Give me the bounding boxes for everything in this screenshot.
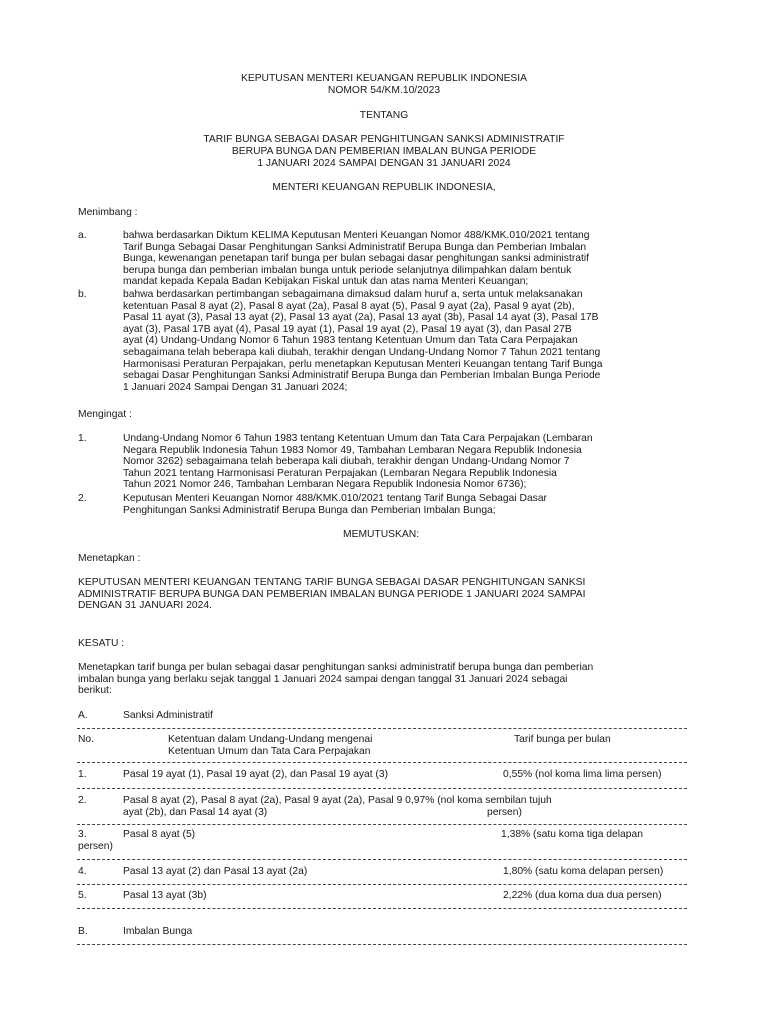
table-row-ketentuan: Pasal 8 ayat (5) [123,829,196,840]
table-row-tarif: 1,80% (satu koma delapan persen) [503,866,664,877]
table-row-tarif: 0,55% (nol koma lima lima persen) [503,769,662,780]
table-divider [77,728,687,729]
table-row-ketentuan-cont: ayat (2b), dan Pasal 14 ayat (3) [123,807,268,818]
mengingat-marker-2: 2. [78,493,87,504]
table-row-tarif: 1,38% (satu koma tiga delapan [501,829,643,840]
menetapkan-text: KEPUTUSAN MENTERI KEUANGAN TENTANG TARIF BUNGA SEBAGAI DASAR PENGHITUNGAN SANKSI ADMINISTRATIF BERUPA BUNGA DAN PEMBERIAN IMBALAN BUNGA PERIODE 1 JANUARI 2024 SAMPAI DENGAN 31 JANUARI 2024. [78,577,586,612]
menimbang-marker-a: a. [78,230,87,241]
table-row-tarif-cont: persen) [78,841,113,852]
table-row-ketentuan: Pasal 19 ayat (1), Pasal 19 ayat (2), dan Pasal 19 ayat (3) [123,769,389,780]
table-divider [77,824,687,825]
decree-number: NOMOR 54/KM.10/2023 [327,85,441,96]
table-row-no: 5. [78,890,87,901]
table-divider [77,788,687,789]
menimbang-marker-b: b. [78,289,87,300]
table-divider [77,884,687,885]
table-divider [77,908,687,909]
table-row-no: 2. [78,795,87,806]
table-header-tarif: Tarif bunga per bulan [514,734,611,745]
kesatu-label: KESATU : [78,638,125,649]
kesatu-text: Menetapkan tarif bunga per bulan sebagai dasar penghitungan sanksi administratif berupa bunga dan pemberian imbalan bunga yang berlaku sejak tanggal 1 Januari 2024 sampai dengan tanggal 31 Januari 2024 sebagai berikut: [78,662,594,697]
mengingat-item-1: Undang-Undang Nomor 6 Tahun 1983 tentang Ketentuan Umum dan Tata Cara Perpajakan (Lembaran Negara Republik Indonesia Tahun 1983 Nomor 49, Tambahan Lembaran Negara Republik Indonesia Nomor 3262) sebagaimana telah beberapa kali diubah, terakhir dengan Undang-Undang Nomor 7 Tahun 2021 tentang Harmonisasi Peraturan Perpajakan (Lembaran Negara Republik Indonesia Tahun 2021 Nomor 246, Tambahan Lembaran Negara Republik Indonesia Nomor 6736); [123,433,593,491]
section-a-title: Sanksi Administratif [123,710,213,721]
mengingat-marker-1: 1. [78,433,87,444]
table-divider [77,859,687,860]
subject-line-3: 1 JANUARI 2024 SAMPAI DENGAN 31 JANUARI 2024 [257,158,511,169]
table-row-ketentuan: Pasal 13 ayat (2) dan Pasal 13 ayat (2a) [123,866,308,877]
table-divider [77,762,687,763]
section-b-marker: B. [78,926,88,937]
table-row-tarif: 2,22% (dua koma dua dua persen) [503,890,662,901]
subject-line-2: BERUPA BUNGA DAN PEMBERIAN IMBALAN BUNGA PERIODE [231,146,537,157]
mengingat-label: Mengingat : [78,409,132,420]
menetapkan-label: Menetapkan : [78,553,141,564]
tentang-heading: TENTANG [359,110,409,121]
table-row-no: 3. [78,829,87,840]
table-row-ketentuan: Pasal 8 ayat (2), Pasal 8 ayat (2a), Pasal 9 ayat (2a), Pasal 9 0,97% (nol koma sembilan tujuh [123,795,552,806]
table-header-no: No. [78,734,95,745]
memutuskan-heading: MEMUTUSKAN: [343,529,420,540]
table-divider [77,944,687,945]
menimbang-label: Menimbang : [78,207,138,218]
table-row-no: 4. [78,866,87,877]
subject-line-1: TARIF BUNGA SEBAGAI DASAR PENGHITUNGAN SANKSI ADMINISTRATIF [203,134,565,145]
table-header-ketentuan: Ketentuan dalam Undang-Undang mengenai Ketentuan Umum dan Tata Cara Perpajakan [168,734,373,757]
minister-heading: MENTERI KEUANGAN REPUBLIK INDONESIA, [272,182,496,193]
decree-title: KEPUTUSAN MENTERI KEUANGAN REPUBLIK INDONESIA [240,73,528,84]
table-row-tarif-cont: persen) [487,807,522,818]
table-row-no: 1. [78,769,87,780]
section-b-title: Imbalan Bunga [123,926,193,937]
table-row-ketentuan: Pasal 13 ayat (3b) [123,890,207,901]
mengingat-item-2: Keputusan Menteri Keuangan Nomor 488/KMK.010/2021 tentang Tarif Bunga Sebagai Dasar Penghitungan Sanksi Administratif Berupa Bunga dan Pemberian Imbalan Bunga; [123,493,547,516]
menimbang-item-a: bahwa berdasarkan Diktum KELIMA Keputusan Menteri Keuangan Nomor 488/KMK.010/2021 tentang Tarif Bunga Sebagai Dasar Penghitungan Sanksi Administratif Berupa Bunga dan Pemberian Imbalan Bunga, kewenangan penetapan tarif bunga per bulan sebagai dasar penghitungan sanksi administratif berupa bunga dan pemberian imbalan bunga untuk periode selanjutnya dilimpahkan dalam bentuk mandat kepada Kepala Badan Kebijakan Fiskal untuk dan atas nama Menteri Keuangan; [123,230,590,288]
menimbang-item-b: bahwa berdasarkan pertimbangan sebagaimana dimaksud dalam huruf a, serta untuk melaksanakan ketentuan Pasal 8 ayat (2), Pasal 8 ayat (2a), Pasal 8 ayat (5), Pasal 9 ayat (2a), Pasal 9 ayat (2b), Pasal 11 ayat (3), Pasal 13 ayat (2), Pasal 13 ayat (2a), Pasal 13 ayat (3b), Pasal 14 ayat (3), Pasal 17B ayat (3), Pasal 17B ayat (4), Pasal 19 ayat (1), Pasal 19 ayat (2), Pasal 19 ayat (3), dan Pasal 27B ayat (4) Undang-Undang Nomor 6 Tahun 1983 tentang Ketentuan Umum dan Tata Cara Perpajakan sebagaimana telah beberapa kali diubah, terakhir dengan Undang-Undang Nomor 7 Tahun 2021 tentang Harmonisasi Peraturan Perpajakan, perlu menetapkan Keputusan Menteri Keuangan tentang Tarif Bunga sebagai Dasar Penghitungan Sanksi Administratif Berupa Bunga dan Pemberian Imbalan Bunga Periode 1 Januari 2024 Sampai Dengan 31 Januari 2024; [123,289,603,393]
section-a-marker: A. [78,710,88,721]
